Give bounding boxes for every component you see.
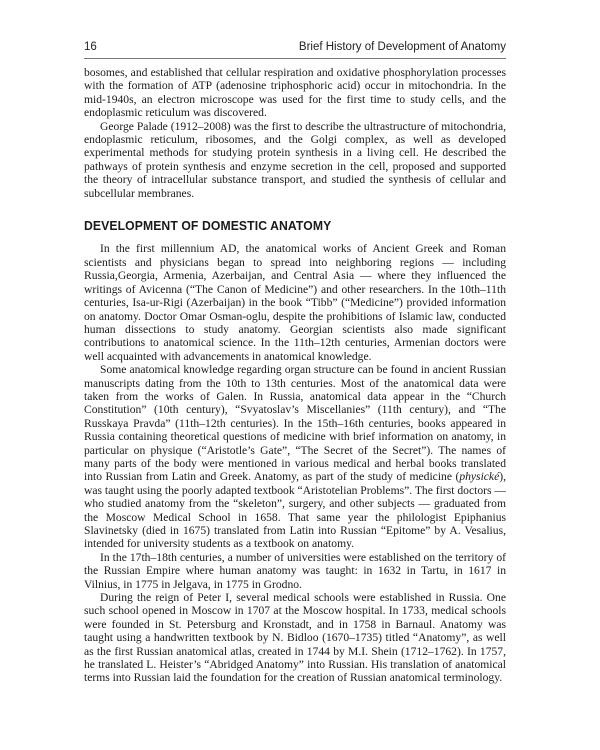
paragraph-peter-i: During the reign of Peter I, several medical schools were established in Russia. One such school opened in Moscow in 1707 at the Moscow hospital. In 1733, medical schools were founded in St. Petersburg and Kronstadt, and in 1758 in Barnaul. Anatomy was taught using a handwritten textbook by N. Bidloo (1670–1735) titled “Anatomy”, as well as the first Russian anatomical atlas, created in 1744 by M.I. Shein (1712–1762). In 1757, he translated L. Heister’s “Abridged Anatomy” into Russian. His translation of anatomical terms into Russian laid the foundation for the creation of Russian anatomical terminology.: [84, 591, 506, 685]
paragraph-universities: In the 17th–18th centuries, a number of universities were established on the territory of the Russian Empire where human anatomy was taught: in 1632 in Tartu, in 1617 in Vilnius, in 1775 in Jelgava, in 1775 in Grodno.: [84, 550, 506, 591]
body-text: [84, 66, 506, 685]
paragraph-continued: bosomes, and established that cellular respiration and oxidative phosphorylation processes with the formation of ATP (adenosine triphosphoric acid) occur in mitochondria. In the mid-1940s, an electron microscope was used for the first time to study cells, and the endoplasmic reticulum was discovered.: [84, 66, 506, 120]
section-heading: DEVELOPMENT OF DOMESTIC ANATOMY: [84, 218, 332, 234]
paragraph-text-part: ), was taught using the poorly adapted textbook “Aristotelian Problems”. The first doctors — who studied anatomy from the “skeleton”, surgery, and other subjects — graduated from the Moscow Medical School in 1658. That same year the philologist Epiphanius Slavinetsky (died in 1675) translated from Latin into Russian “Epitome” by A. Vesalius, intended for university students as a textbook on anatomy.: [84, 470, 506, 551]
paragraph-first-millennium: In the first millennium AD, the anatomical works of Ancient Greek and Roman scientists and physicians began to spread into neighboring regions — including Russia,Georgia, Armenia, Azerbaijan, and Central Asia — where they influenced the writings of Avicenna (“The Canon of Medicine”) and other researchers. In the 10th–11th centuries, Isa-ur-Rigi (Azerbaijan) in the book “Tibb” (“Medicine”) provided information on anatomy. Doctor Omar Osman-oglu, despite the prohibitions of Islamic law, conducted human dissections to study anatomy. Georgian scientists also made significant contributions to anatomical science. In the 11th–12th centuries, Armenian doctors were well acquainted with advancements in anatomical knowledge.: [84, 242, 506, 363]
paragraph-russian-manuscripts: [84, 363, 506, 551]
page-number: 16: [84, 41, 97, 53]
running-header: [84, 41, 506, 57]
header-rule: [84, 58, 506, 59]
italic-term: physické: [459, 470, 500, 484]
paragraph-palade: George Palade (1912–2008) was the first to describe the ultrastructure of mitochondria, endoplasmic reticulum, ribosomes, and the Golgi complex, as well as developed experimental methods for studying protein synthesis in a living cell. He described the pathways of protein synthesis and enzyme secretion in the cell, proposed and supported the theory of intracellular substance transport, and studied the synthesis of cellular and subcellular membranes.: [84, 119, 506, 200]
paragraph-text-part: Some anatomical knowledge regarding organ structure can be found in ancient Russian manuscripts dating from the 10th to 13th centuries. Most of the anatomical data were taken from the works of Galen. In Russia, anatomical data appear in the “Church Constitution” (10th century), “Svyatoslav’s Miscellanies” (11th century), and “The Russkaya Pravda” (11th–12th centuries). In the 15th–16th centuries, books appeared in Russia containing theoretical questions of medicine with brief information on anatomy, in particular on physique (“Aristotle’s Gate”, “The Secret of the Secret”). The names of many parts of the body were mentioned in various medical and herbal books translated into Russian from Latin and Greek. Anatomy, as part of the study of medicine (: [84, 363, 506, 484]
running-title: Brief History of Development of Anatomy: [298, 41, 506, 53]
